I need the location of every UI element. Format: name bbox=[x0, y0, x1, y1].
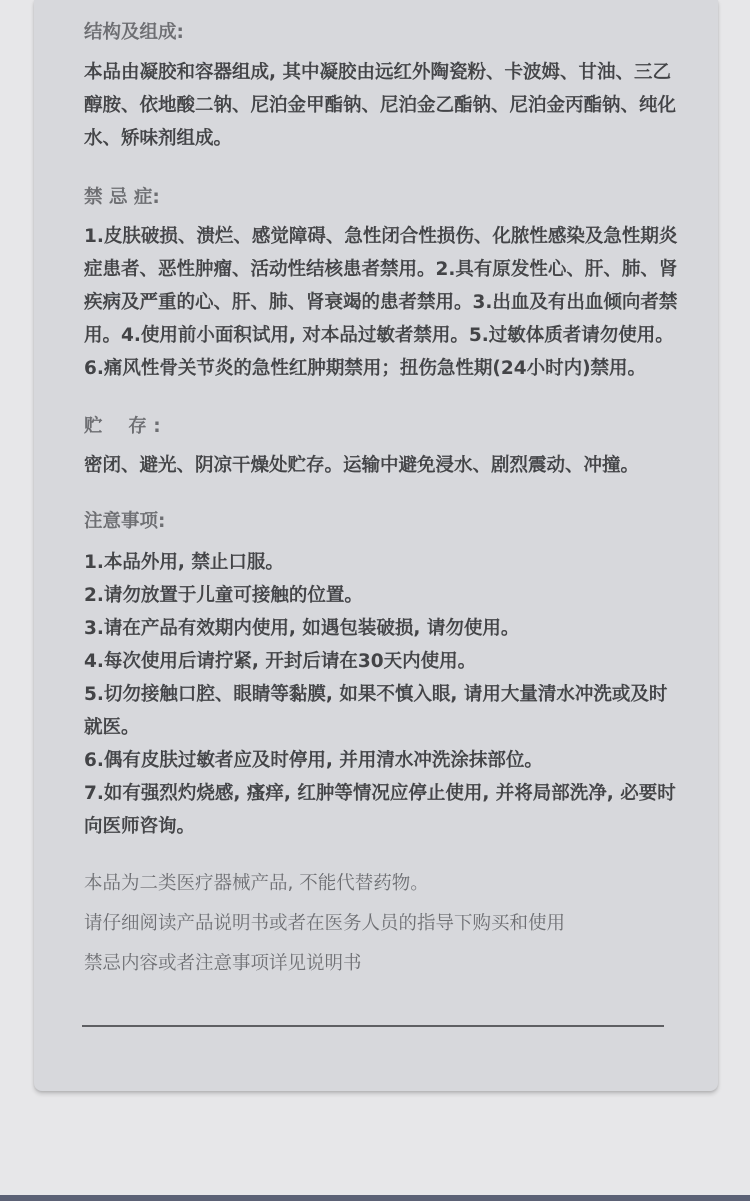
divider-line bbox=[82, 1025, 664, 1027]
contraindications-section bbox=[84, 183, 684, 385]
contraindications-heading: 禁 忌 症: bbox=[84, 187, 160, 208]
precaution-item: 4.每次使用后请拧紧, 开封后请在30天内使用。 bbox=[84, 651, 477, 672]
precautions-section bbox=[84, 507, 684, 843]
precaution-item: 6.偶有皮肤过敏者应及时停用, 并用清水冲洗涂抹部位。 bbox=[84, 750, 543, 771]
storage-heading: 贮 存 : bbox=[84, 416, 161, 437]
note-line: 禁忌内容或者注意事项详见说明书 bbox=[84, 953, 362, 974]
note-line: 请仔细阅读产品说明书或者在医务人员的指导下购买和使用 bbox=[84, 913, 566, 934]
precaution-item: 5.切勿接触口腔、眼睛等黏膜, 如果不慎入眼, 请用大量清水冲洗或及时就医。 bbox=[84, 684, 668, 738]
precaution-item: 2.请勿放置于儿童可接触的位置。 bbox=[84, 585, 363, 606]
composition-section bbox=[84, 0, 684, 155]
precautions-list bbox=[84, 546, 684, 843]
composition-text: 本品由凝胶和容器组成, 其中凝胶由远红外陶瓷粉、卡波姆、甘油、三乙醇胺、依地酸二钠、尼泊金甲酯钠、尼泊金乙酯钠、尼泊金丙酯钠、纯化水、矫味剂组成。 bbox=[84, 62, 677, 149]
precaution-item: 1.本品外用, 禁止口服。 bbox=[84, 552, 284, 573]
bottom-bar bbox=[0, 1195, 750, 1201]
note-line: 本品为二类医疗器械产品, 不能代替药物。 bbox=[84, 873, 429, 894]
contraindications-text: 1.皮肤破损、溃烂、感觉障碍、急性闭合性损伤、化脓性感染及急性期炎症患者、恶性肿瘤、活动性结核患者禁用。2.具有原发性心、肝、肺、肾疾病及严重的心、肝、肺、肾衰竭的患者禁用。3.出血及有出血倾向者禁用。4.使用前小面积试用, 对本品过敏者禁用。5.过敏体质者请勿使用。6.痛风性骨关节炎的急性红肿期禁用；扭伤急性期(24小时内)禁用。 bbox=[84, 226, 678, 379]
storage-text: 密闭、避光、阴凉干燥处贮存。运输中避免浸水、剧烈震动、冲撞。 bbox=[84, 455, 640, 476]
precaution-item: 3.请在产品有效期内使用, 如遇包装破损, 请勿使用。 bbox=[84, 618, 520, 639]
notes-section bbox=[84, 864, 684, 984]
precaution-item: 7.如有强烈灼烧感, 瘙痒, 红肿等情况应停止使用, 并将局部洗净, 必要时向医师咨询。 bbox=[84, 783, 676, 837]
precautions-heading: 注意事项: bbox=[84, 511, 166, 532]
instructions-content bbox=[84, 0, 684, 984]
storage-section bbox=[84, 412, 684, 482]
composition-heading: 结构及组成: bbox=[84, 22, 184, 43]
